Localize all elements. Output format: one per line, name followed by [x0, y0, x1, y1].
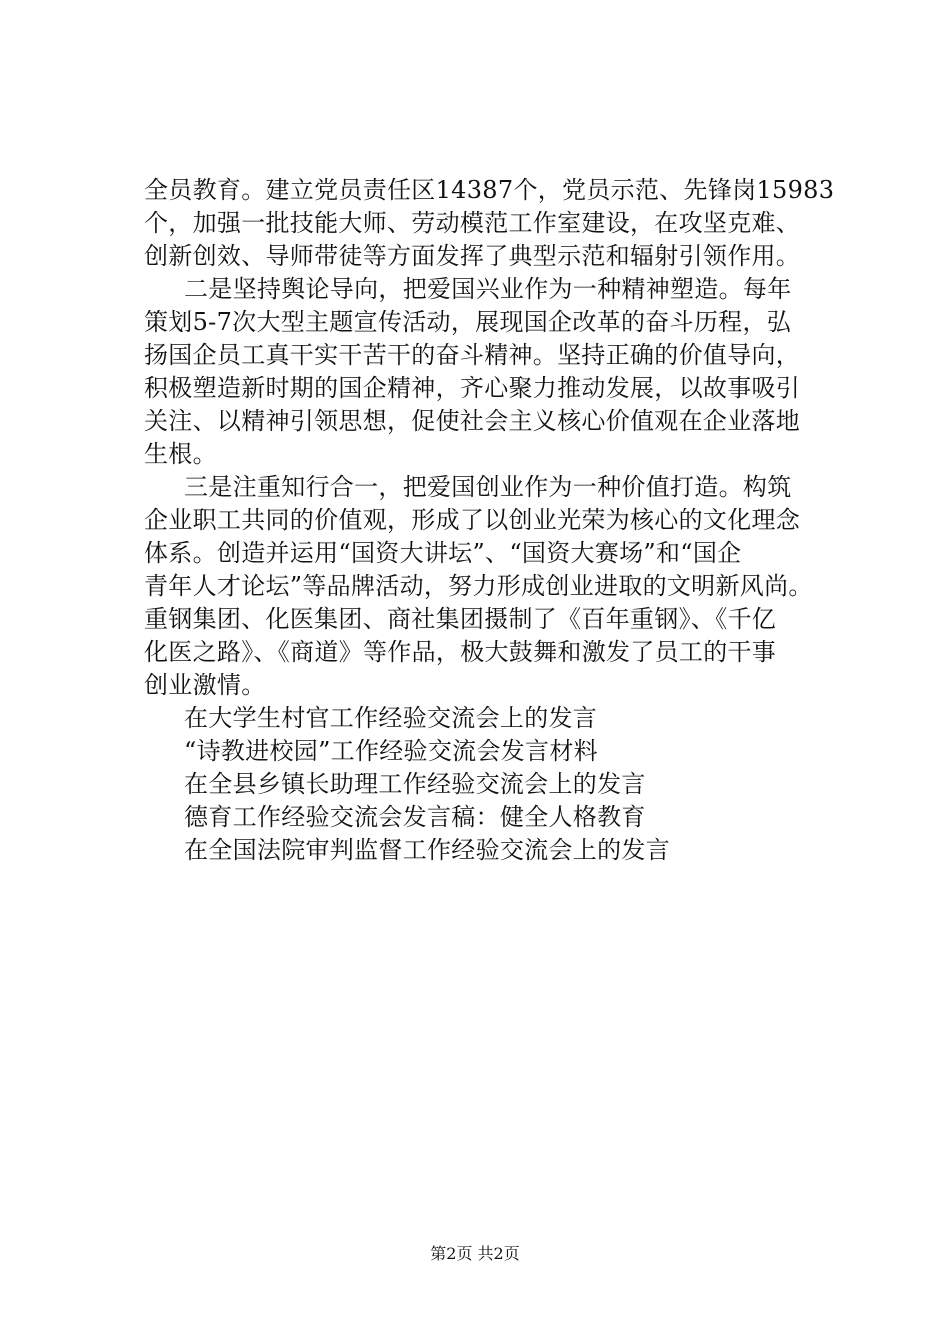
text-line: 重钢集团、化医集团、商社集团摄制了《百年重钢》、《千亿: [144, 605, 777, 633]
text-line: 关注、以精神引领思想，促使社会主义核心价值观在企业落地: [144, 407, 801, 435]
related-title-line: 在全国法院审判监督工作经验交流会上的发言: [184, 836, 670, 864]
text-line: 策划5-7次大型主题宣传活动，展现国企改革的奋斗历程，弘: [144, 308, 792, 336]
text-line: 积极塑造新时期的国企精神，齐心聚力推动发展，以故事吸引: [144, 374, 801, 402]
related-title-line: 在大学生村官工作经验交流会上的发言: [184, 704, 598, 732]
document-body: [144, 174, 834, 867]
page-number-label: 第2页 共2页: [430, 1244, 520, 1263]
text-line: 青年人才论坛”等品牌活动，努力形成创业进取的文明新风尚。: [144, 572, 813, 600]
text-line: 全员教育。建立党员责任区14387个，党员示范、先锋岗15983: [144, 176, 835, 204]
text-line: 企业职工共同的价值观，形成了以创业光荣为核心的文化理念: [144, 506, 801, 534]
text-line: 创业激情。: [144, 671, 266, 699]
related-title-line: 在全县乡镇长助理工作经验交流会上的发言: [184, 770, 646, 798]
text-line: 个，加强一批技能大师、劳动模范工作室建设，在攻坚克难、: [144, 209, 801, 237]
related-title-line: “诗教进校园”工作经验交流会发言材料: [184, 737, 598, 765]
related-title-line: 德育工作经验交流会发言稿：健全人格教育: [184, 803, 646, 831]
paragraph-start-line: 三是注重知行合一，把爱国创业作为一种价值打造。构筑: [184, 473, 792, 501]
paragraph-start-line: 二是坚持舆论导向，把爱国兴业作为一种精神塑造。每年: [184, 275, 792, 303]
text-line: 扬国企员工真干实干苦干的奋斗精神。坚持正确的价值导向，: [144, 341, 801, 369]
text-line: 生根。: [144, 440, 217, 468]
text-line: 化医之路》、《商道》等作品，极大鼓舞和激发了员工的干事: [144, 638, 777, 666]
page-footer: [0, 1244, 950, 1264]
text-line: 体系。创造并运用“国资大讲坛”、“国资大赛场”和“国企: [144, 539, 742, 567]
text-line: 创新创效、导师带徒等方面发挥了典型示范和辐射引领作用。: [144, 242, 801, 270]
